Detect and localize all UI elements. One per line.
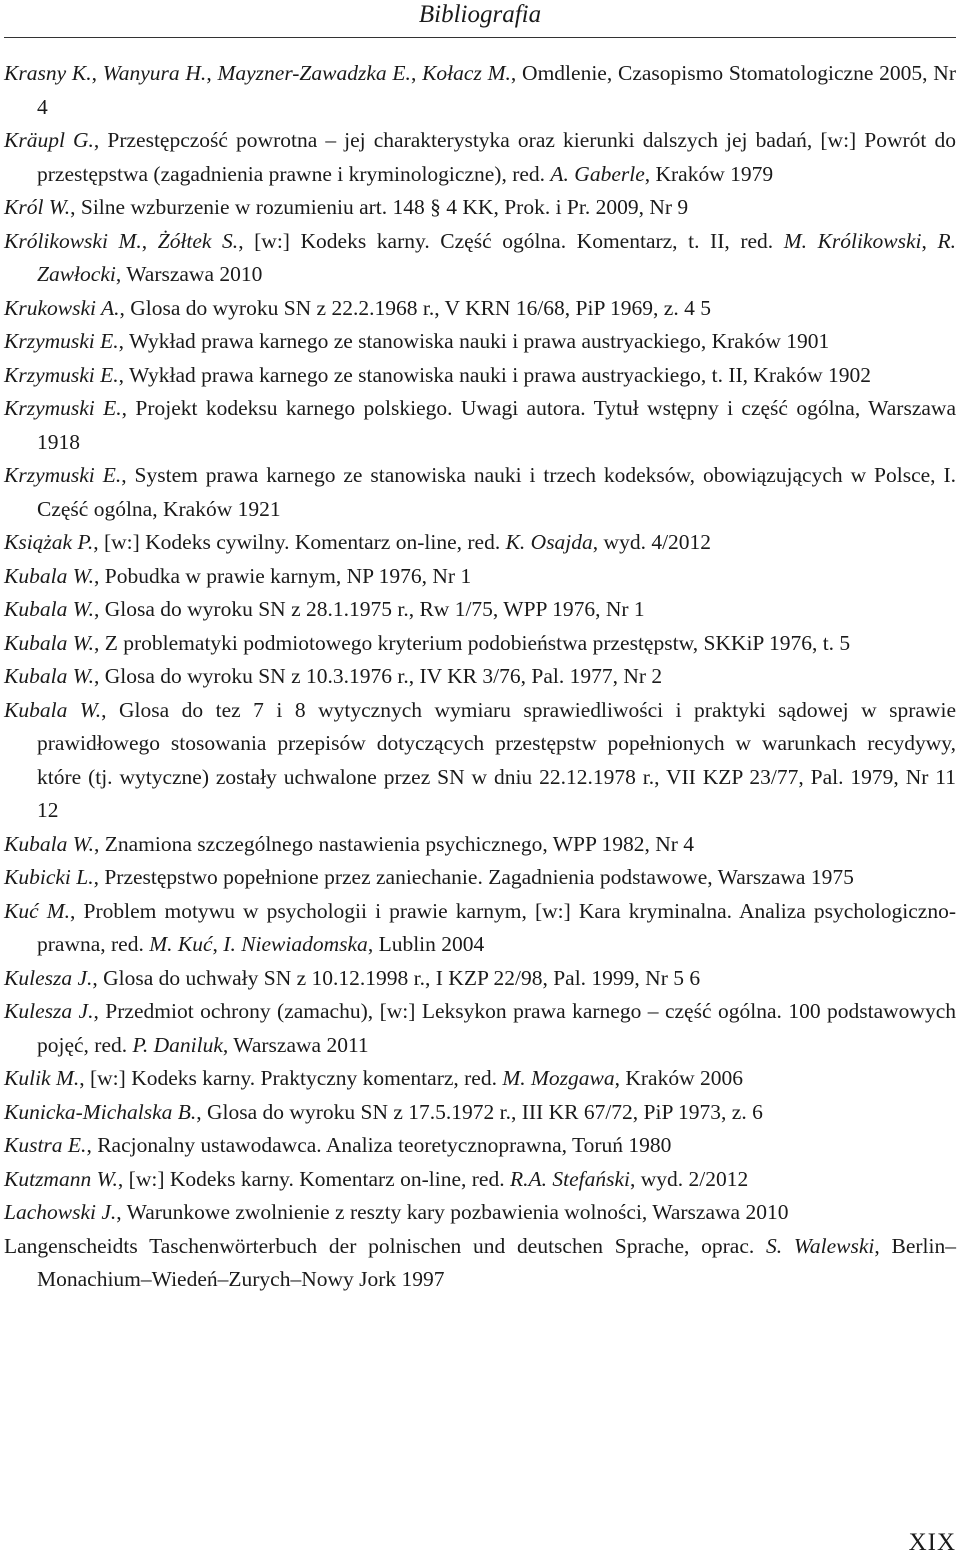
entry-italic-segment: Krasny K. [4, 61, 92, 85]
entry-italic-segment: A. Gaberle [550, 161, 645, 186]
entry-text-segment: , Wykład prawa karnego ze stanowiska nauki i prawa austryackiego, t. II, Kraków 1902 [118, 362, 872, 387]
entry-italic-segment: Kustra E. [4, 1133, 87, 1157]
entry-italic-segment: Kubala W. [4, 697, 102, 722]
entry-text-segment: , Glosa do wyroku SN z 17.5.1972 r., III KR 67/72, PiP 1973, z. 6 [196, 1099, 763, 1124]
bibliography-entry [4, 1230, 956, 1297]
entry-italic-segment: M. Mozgawa [502, 1066, 615, 1090]
bibliography-entry [4, 359, 956, 393]
page-number: XIX [908, 1529, 956, 1556]
entry-text-segment: , Znamiona szczególnego nastawienia psychicznego, WPP 1982, Nr 4 [94, 831, 695, 856]
bibliography-entry [4, 191, 956, 225]
bibliography-entry [4, 593, 956, 627]
entry-italic-segment: Kulik M. [4, 1066, 80, 1090]
entry-italic-segment: Kutzmann W. [4, 1166, 118, 1191]
entry-text-segment: , [921, 228, 938, 253]
running-head-title: Bibliografia [418, 1, 542, 28]
entry-text-segment: , Berlin–Monachium–Wiedeń–Zurych–Nowy Jork 1997 [37, 1233, 956, 1291]
bibliography-entry [4, 560, 956, 594]
entry-italic-segment: M. Kuć [149, 932, 213, 956]
entry-italic-segment: Lachowski J. [4, 1200, 117, 1224]
bibliography-entry [4, 861, 956, 895]
entry-italic-segment: Krukowski A. [4, 295, 120, 320]
bibliography-entry [4, 828, 956, 862]
entry-italic-segment: K. Osajda [505, 530, 593, 554]
bibliography-entry [4, 1062, 956, 1096]
bibliography-entry [4, 1163, 956, 1197]
bibliography-entry [4, 694, 956, 828]
entry-text-segment: , [206, 61, 218, 85]
bibliography-entry [4, 1129, 956, 1163]
entry-text-segment: , Lublin 2004 [367, 932, 485, 956]
entry-text-segment: , Glosa do wyroku SN z 22.2.1968 r., V KRN 16/68, PiP 1969, z. 4 5 [119, 295, 711, 320]
entry-text-segment: , [212, 932, 224, 956]
entry-text-segment: , System prawa karnego ze stanowiska nauki i trzech kodeksów, obowiązujących w Polsce, I. Część ogólna, Kraków 1921 [37, 463, 956, 521]
entry-italic-segment: Królikowski M. [4, 228, 142, 253]
entry-text-segment: , Glosa do wyroku SN z 28.1.1975 r., Rw 1/75, WPP 1976, Nr 1 [94, 597, 645, 621]
bibliography-entry [4, 995, 956, 1062]
entry-italic-segment: Kunicka-Michalska B. [4, 1099, 197, 1124]
entry-text-segment: , Przestępstwo popełnione przez zaniechanie. Zagadnienia podstawowe, Warszawa 1975 [93, 865, 854, 889]
entry-text-segment: , Pobudka w prawie karnym, NP 1976, Nr 1 [94, 563, 472, 588]
entry-text-segment: , [91, 61, 103, 85]
bibliography-entry [4, 1196, 956, 1230]
entry-text-segment: , Glosa do tez 7 i 8 wytycznych wymiaru sprawiedliwości i praktyki sądowej w sprawie prawidłowego stosowania przepisów dotyczących przestępstw popełnionych w warunkach recydywy, które (tj. wytyczne) zostały uchwalone przez SN w dniu 22.12.1978 r., VII KZP 23/77, Pal. 1979, Nr 11 12 [37, 697, 957, 822]
bibliography-entry [4, 459, 956, 526]
bibliography-entry [4, 392, 956, 459]
bibliography-entry [4, 660, 956, 694]
bibliography-entry [4, 627, 956, 661]
entry-text-segment: , Problem motywu w psychologii i prawie karnym, [w:] Kara kryminalna. Analiza psychologiczno-prawna, red. [37, 898, 957, 956]
bibliography-entry [4, 124, 956, 191]
entry-italic-segment: Krzymuski E. [4, 362, 119, 387]
entry-italic-segment: Kubala W. [4, 630, 94, 655]
entry-italic-segment: Kubicki L. [4, 865, 94, 889]
bibliography-entry [4, 57, 956, 124]
entry-text-segment: , wyd. 4/2012 [592, 530, 712, 554]
entry-italic-segment: Kubala W. [4, 664, 94, 688]
entry-italic-segment: Kulesza J. [4, 965, 93, 990]
entry-italic-segment: M. Królikowski [783, 228, 922, 253]
entry-italic-segment: R.A. Stefański [509, 1166, 630, 1191]
entry-italic-segment: Kubala W. [4, 563, 94, 588]
entry-text-segment: , Projekt kodeksu karnego polskiego. Uwagi autora. Tytuł wstępny i część ogólna, Warszawa 1918 [37, 396, 956, 454]
entry-text-segment: , Glosa do uchwały SN z 10.12.1998 r., I KZP 22/98, Pal. 1999, Nr 5 6 [92, 965, 701, 990]
entry-text-segment: , Glosa do wyroku SN z 10.3.1976 r., IV KR 3/76, Pal. 1977, Nr 2 [94, 664, 663, 688]
entry-text-segment: , [w:] Kodeks karny. Praktyczny komentarz, red. [79, 1066, 503, 1090]
entry-italic-segment: Kubala W. [4, 597, 94, 621]
entry-italic-segment: Kräupl G. [4, 128, 94, 152]
entry-text-segment: , Kraków 1979 [644, 161, 774, 186]
entry-italic-segment: S. Walewski [766, 1233, 875, 1258]
bibliography-entry [4, 225, 956, 292]
entry-text-segment: , [141, 228, 158, 253]
entry-text-segment: , Warszawa 2010 [115, 262, 263, 286]
entry-text-segment: Langenscheidts Taschenwörterbuch der polnischen und deutschen Sprache, oprac. [4, 1233, 767, 1258]
entry-text-segment: , [w:] Kodeks karny. Część ogólna. Komentarz, t. II, red. [238, 228, 784, 253]
entry-italic-segment: Żółtek S. [157, 228, 239, 253]
entry-text-segment: , Omdlenie, Czasopismo Stomatologiczne 2005, Nr 4 [37, 61, 956, 119]
entry-text-segment: , Silne wzburzenie w rozumieniu art. 148 § 4 KK, Prok. i Pr. 2009, Nr 9 [70, 195, 689, 219]
entry-italic-segment: Krzymuski E. [4, 463, 122, 487]
entry-italic-segment: P. Daniluk [132, 1032, 223, 1057]
entry-text-segment: , Warunkowe zwolnienie z reszty kary pozbawienia wolności, Warszawa 2010 [116, 1200, 789, 1224]
bibliography-list [4, 57, 956, 1297]
entry-italic-segment: I. Niewiadomska [223, 932, 368, 956]
bibliography-entry [4, 1096, 956, 1130]
entry-italic-segment: Wanyura H. [102, 61, 207, 85]
bibliography-entry [4, 526, 956, 560]
entry-italic-segment: Kuć M. [4, 898, 71, 923]
entry-italic-segment: Mayzner-Zawadzka E. [217, 61, 411, 85]
entry-italic-segment: Król W. [4, 195, 71, 219]
entry-text-segment: , Wykład prawa karnego ze stanowiska nauki i prawa austryackiego, Kraków 1901 [118, 329, 830, 353]
bibliography-entry [4, 895, 956, 962]
entry-text-segment: , Racjonalny ustawodawca. Analiza teoretycznoprawna, Toruń 1980 [86, 1133, 672, 1157]
entry-text-segment: , Z problematyki podmiotowego kryterium podobieństwa przestępstw, SKKiP 1976, t. 5 [94, 630, 851, 655]
entry-text-segment: , Warszawa 2011 [222, 1032, 369, 1057]
entry-text-segment: , wyd. 2/2012 [629, 1166, 749, 1191]
entry-italic-segment: R. Zawłocki [37, 228, 956, 286]
bibliography-entry [4, 962, 956, 996]
entry-text-segment: , Przestępczość powrotna – jej charakterystyka oraz kierunki dalszych jej badań, [w:] Powrót do przestępstwa (zagadnienia prawne i kryminologiczne), red. [37, 128, 956, 186]
bibliography-entry [4, 292, 956, 326]
entry-text-segment: , [w:] Kodeks cywilny. Komentarz on-line, red. [93, 530, 506, 554]
entry-italic-segment: Krzymuski E. [4, 329, 119, 353]
entry-italic-segment: Krzymuski E. [4, 396, 122, 420]
entry-italic-segment: Książak P. [4, 530, 94, 554]
header-rule [4, 37, 956, 38]
entry-text-segment: , [410, 61, 423, 85]
entry-text-segment: , Kraków 2006 [614, 1066, 744, 1090]
entry-text-segment: , Przedmiot ochrony (zamachu), [w:] Leksykon prawa karnego – część ogólna. 100 podstawowych pojęć, red. [37, 999, 956, 1057]
entry-text-segment: , [w:] Kodeks karny. Komentarz on-line, red. [117, 1166, 510, 1191]
entry-italic-segment: Kołacz M. [422, 61, 511, 85]
bibliography-entry [4, 325, 956, 359]
entry-italic-segment: Kulesza J. [4, 999, 94, 1023]
entry-italic-segment: Kubala W. [4, 831, 94, 856]
